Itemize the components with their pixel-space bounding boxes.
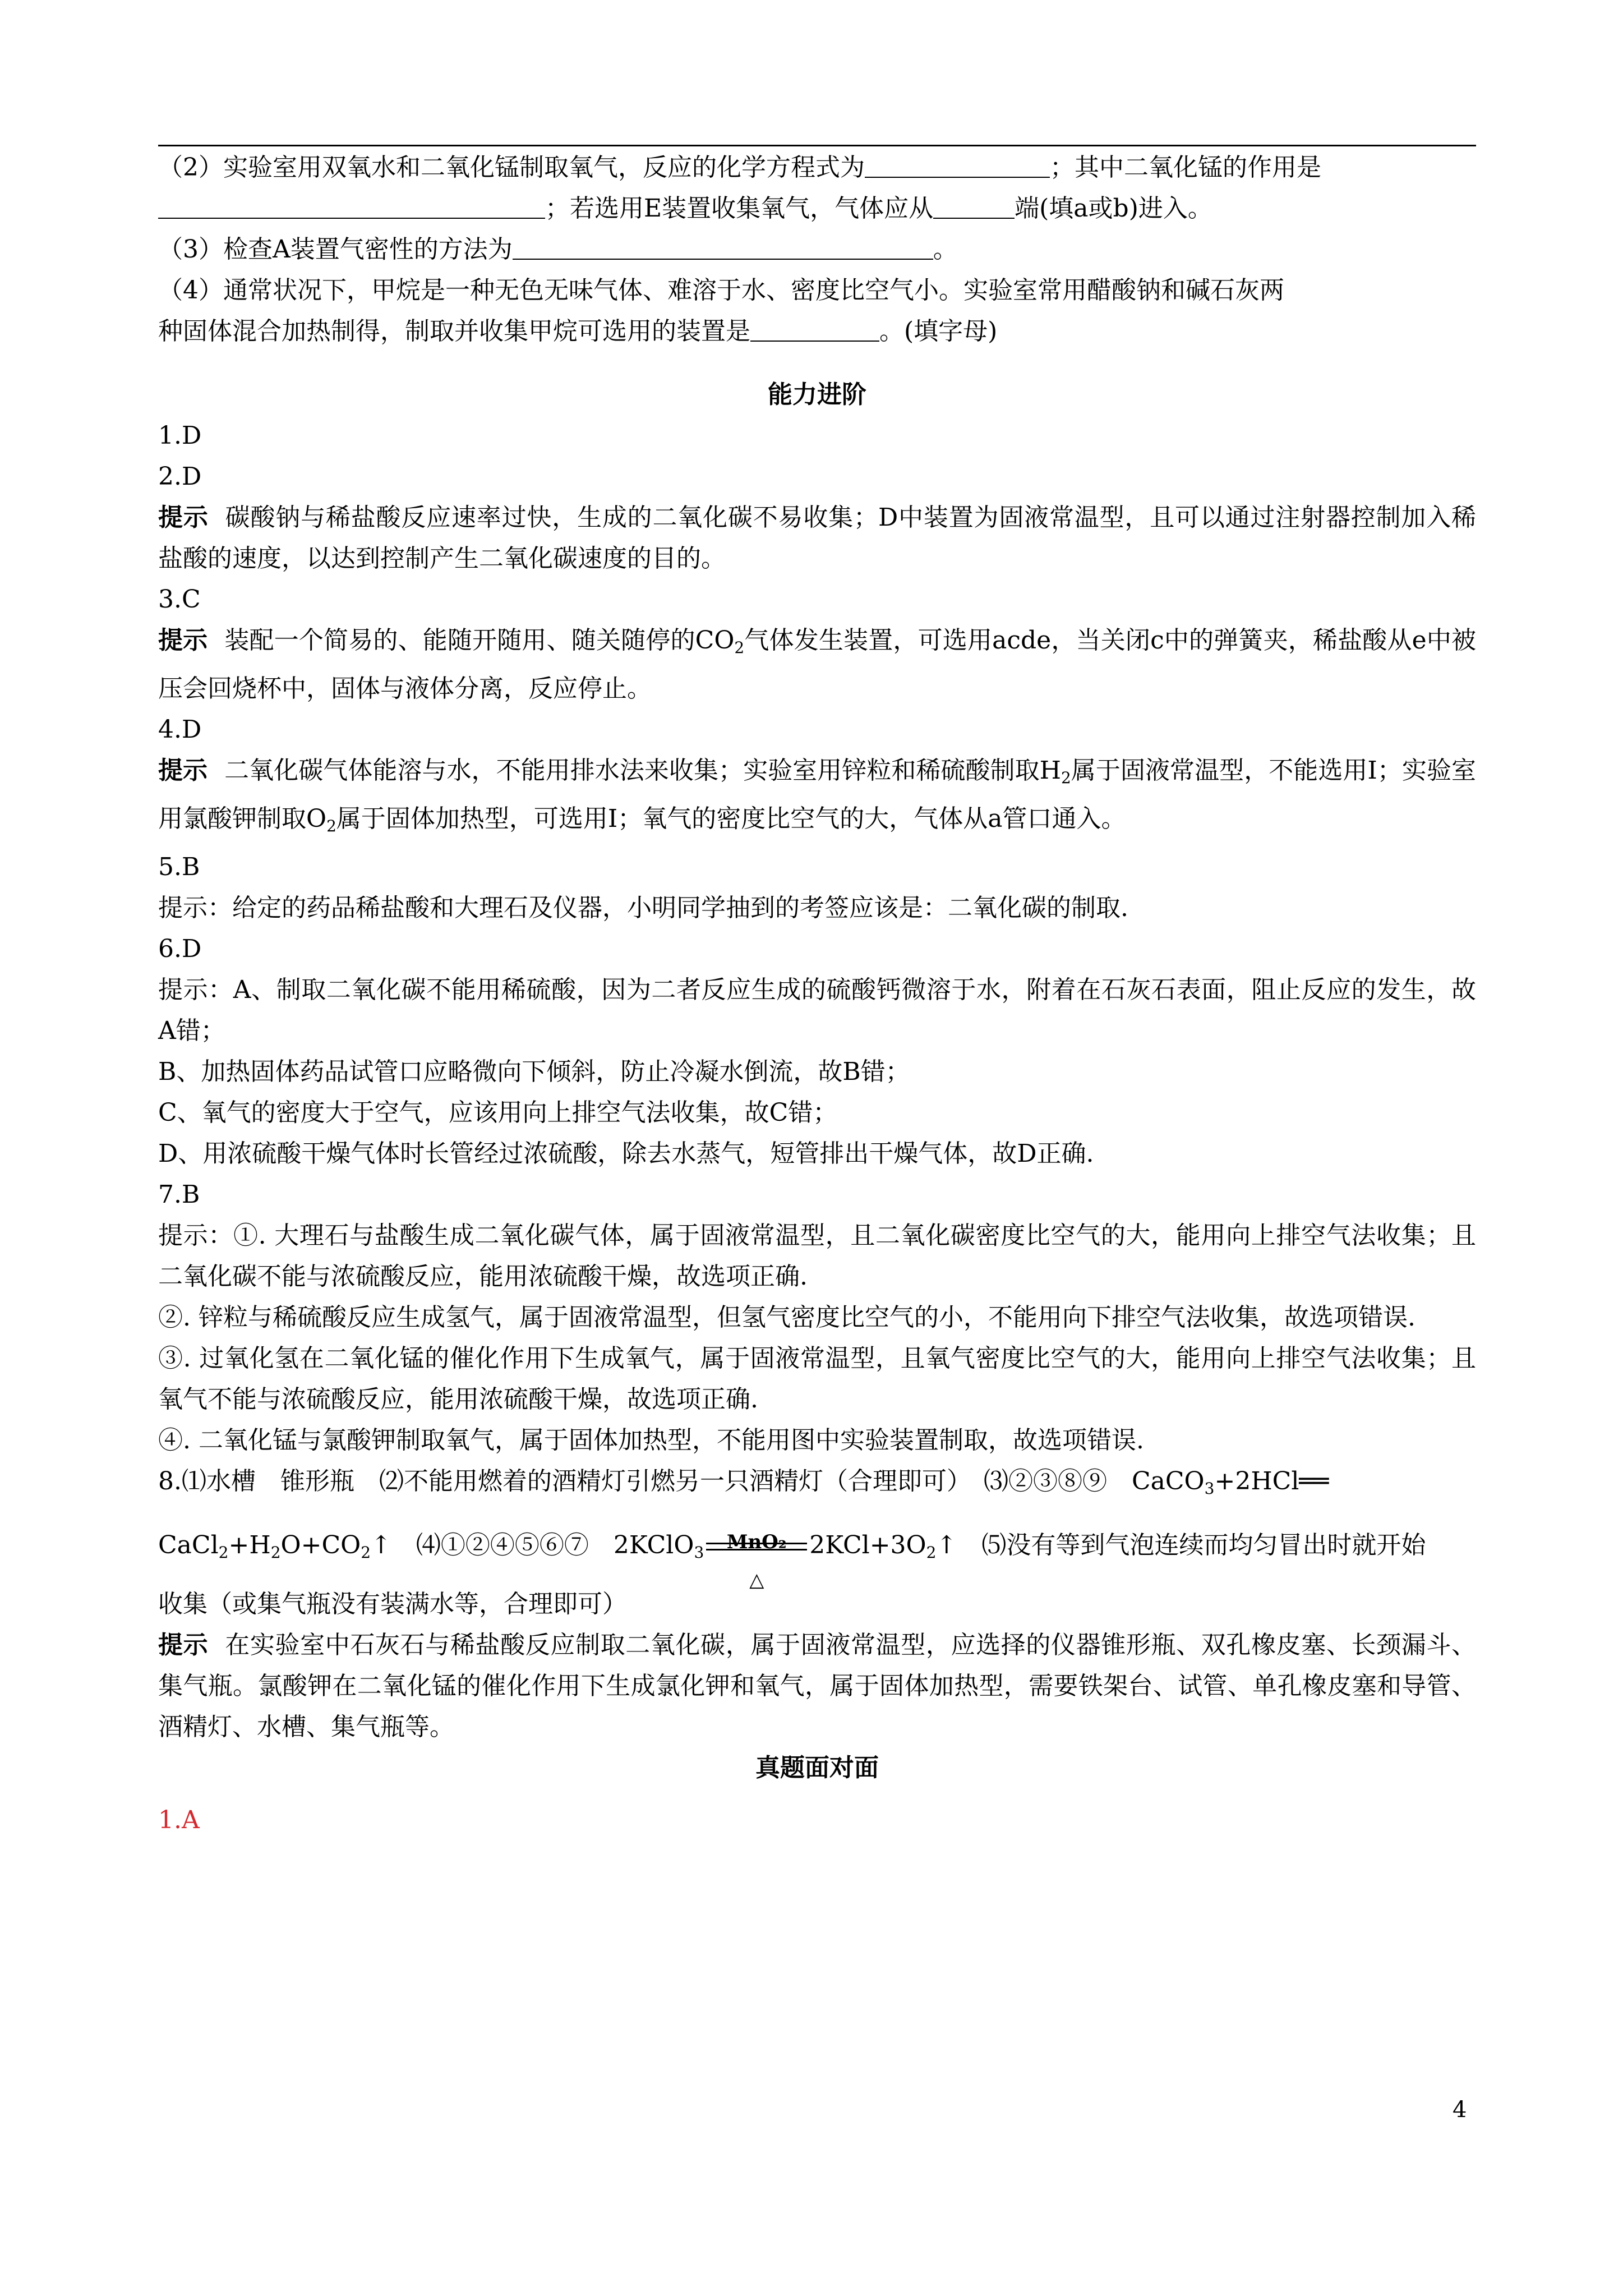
answer-text: ↑ ⑸没有等到气泡连续而均匀冒出时就开始	[936, 1531, 1426, 1559]
tip-text: 二氧化碳气体能溶与水，不能用排水法来收集；实验室用锌粒和稀硫酸制取H	[224, 756, 1061, 785]
answer-7-item-1: 提示：①. 大理石与盐酸生成二氧化碳气体，属于固液常温型，且二氧化碳密度比空气的大，能用向上排空气法收集；且二氧化碳不能与浓硫酸反应，能用浓硫酸干燥，故选项正确.	[158, 1221, 1476, 1291]
answer-2: 2.D	[158, 462, 202, 491]
subscript: 2	[361, 1543, 371, 1562]
answer-3: 3.C	[158, 585, 201, 614]
answer-blank	[158, 197, 545, 219]
formula-text: 2KCl+3O	[809, 1531, 926, 1559]
tip-label: 提示	[158, 1631, 209, 1659]
answer-blank	[865, 157, 1050, 178]
answer-blank	[750, 320, 879, 342]
subscript: 3	[1204, 1479, 1215, 1498]
tip-label: 提示	[158, 503, 209, 532]
header-rule	[158, 145, 1476, 146]
heat-symbol: △	[749, 1568, 764, 1591]
subscript: 2	[218, 1543, 229, 1562]
question-4-line-2	[158, 311, 1476, 352]
answer-text: 8.⑴水槽 锥形瓶 ⑵不能用燃着的酒精灯引燃另一只酒精灯（合理即可） ⑶②③⑧⑨ CaCO	[158, 1467, 1205, 1496]
question-2-line-1	[158, 147, 1476, 188]
subscript: 2	[926, 1543, 937, 1562]
subscript: 2	[270, 1543, 281, 1562]
reaction-condition-sign	[706, 1530, 807, 1591]
question-text: （2）实验室用双氧水和二氧化锰制取氧气，反应的化学方程式为	[158, 153, 865, 182]
answer-3-tip	[158, 620, 1476, 709]
tip-label: 提示	[158, 626, 208, 655]
answer-4: 4.D	[158, 715, 202, 744]
answer-5-tip: 提示：给定的药品稀盐酸和大理石及仪器，小明同学抽到的考签应该是：二氧化碳的制取.	[158, 894, 1128, 922]
question-text: 种固体混合加热制得，制取并收集甲烷可选用的装置是	[158, 317, 750, 346]
answer-6-d: D、用浓硫酸干燥气体时长管经过浓硫酸，除去水蒸气，短管排出干燥气体，故D正确.	[158, 1139, 1094, 1168]
tip-text: 属于固体加热型，可选用Ⅰ；氧气的密度比空气的大，气体从a管口通入。	[336, 804, 1126, 833]
subscript: 2	[326, 817, 336, 835]
answer-text: +2HCl══	[1214, 1467, 1329, 1496]
formula-text: +H	[228, 1531, 271, 1559]
tip-text: 碳酸钠与稀盐酸反应速率过快，生成的二氧化碳不易收集；D中装置为固液常温型，且可以通过注射器控制加入稀盐酸的速度，以达到控制产生二氧化碳速度的目的。	[158, 503, 1477, 573]
page-number: 4	[1453, 2097, 1467, 2123]
tip-text: 在实验室中石灰石与稀盐酸反应制取二氧化碳，属于固液常温型，应选择的仪器锥形瓶、双孔橡皮塞、长颈漏斗、集气瓶。氯酸钾在二氧化锰的催化作用下生成氯化钾和氧气，属于固体加热型，需要铁架台、试管、单孔橡皮塞和导管、酒精灯、水槽、集气瓶等。	[158, 1631, 1477, 1741]
answer-7-item-4: ④. 二氧化锰与氯酸钾制取氧气，属于固体加热型，不能用图中实验装置制取，故选项错误.	[158, 1426, 1144, 1455]
answer-8-line-2	[158, 1515, 1476, 1591]
subscript: 3	[694, 1543, 704, 1562]
question-3	[158, 229, 1476, 270]
page-content	[158, 147, 1476, 1841]
question-text: 端(填a或b)进入。	[1015, 194, 1212, 223]
section-title-real-exam: 真题面对面	[755, 1754, 879, 1782]
answer-6: 6.D	[158, 935, 202, 963]
question-text: 。	[933, 235, 958, 264]
section-title-ability: 能力进阶	[768, 380, 866, 409]
tip-text: 气体发生装置，可选用acde，当关闭c中的弹簧夹，稀盐酸从e中被压会回烧杯中，固体与液体分离，反应停止。	[158, 626, 1476, 703]
answer-6-b: B、加热固体药品试管口应略微向下倾斜，防止冷凝水倒流，故B错；	[158, 1057, 910, 1086]
formula-text: ↑ ⑷①②④⑤⑥⑦ 2KClO	[371, 1531, 694, 1559]
answer-7-item-3: ③. 过氧化氢在二氧化锰的催化作用下生成氧气，属于固液常温型，且氧气密度比空气的大，能用向上排空气法收集；且氧气不能与浓硫酸反应，能用浓硫酸干燥，故选项正确.	[158, 1344, 1476, 1414]
answer-4-tip	[158, 750, 1476, 846]
formula-text: CaCl	[158, 1531, 219, 1559]
question-text: ；若选用E装置收集氧气，气体应从	[545, 194, 934, 223]
question-2-line-2	[158, 188, 1476, 229]
answer-6-c: C、氧气的密度大于空气，应该用向上排空气法收集，故C错；	[158, 1098, 838, 1127]
answer-7: 7.B	[158, 1180, 200, 1209]
answer-7-item-2: ②. 锌粒与稀硫酸反应生成氢气，属于固液常温型，但氢气密度比空气的小，不能用向下排空气法收集，故选项错误.	[158, 1303, 1415, 1332]
answer-6-tip: 提示：A、制取二氧化碳不能用稀硫酸，因为二者反应生成的硫酸钙微溶于水，附着在石灰石表面，阻止反应的发生，故A错；	[158, 976, 1476, 1045]
formula-text: O+CO	[280, 1531, 361, 1559]
tip-text: 装配一个简易的、能随开随用、随关随停的CO	[224, 626, 735, 655]
answer-blank	[933, 197, 1015, 219]
catalyst-label: MnO₂	[726, 1530, 787, 1553]
answer-2-tip	[158, 497, 1476, 579]
answer-8-tip	[158, 1625, 1476, 1747]
answer-8-line-1	[158, 1461, 1476, 1509]
answer-8-line-3: 收集（或集气瓶没有装满水等，合理即可）	[158, 1590, 627, 1618]
question-text: （3）检查A装置气密性的方法为	[158, 235, 513, 264]
question-text: ；其中二氧化锰的作用是	[1050, 153, 1321, 182]
answer-5: 5.B	[158, 853, 200, 881]
real-exam-answer-1: 1.A	[158, 1806, 200, 1834]
tip-label: 提示	[158, 756, 208, 785]
question-4-line-1: （4）通常状况下，甲烷是一种无色无味气体、难溶于水、密度比空气小。实验室常用醋酸钠和碱石灰两	[158, 276, 1284, 305]
subscript: 2	[1061, 769, 1071, 787]
answer-blank	[513, 238, 933, 260]
answer-1: 1.D	[158, 421, 202, 450]
question-text: 。(填字母)	[879, 317, 998, 346]
tip-text: 属于固液常温型，不能选用Ⅰ；实验室用氯酸钾制取O	[158, 756, 1476, 833]
subscript: 2	[734, 638, 745, 657]
